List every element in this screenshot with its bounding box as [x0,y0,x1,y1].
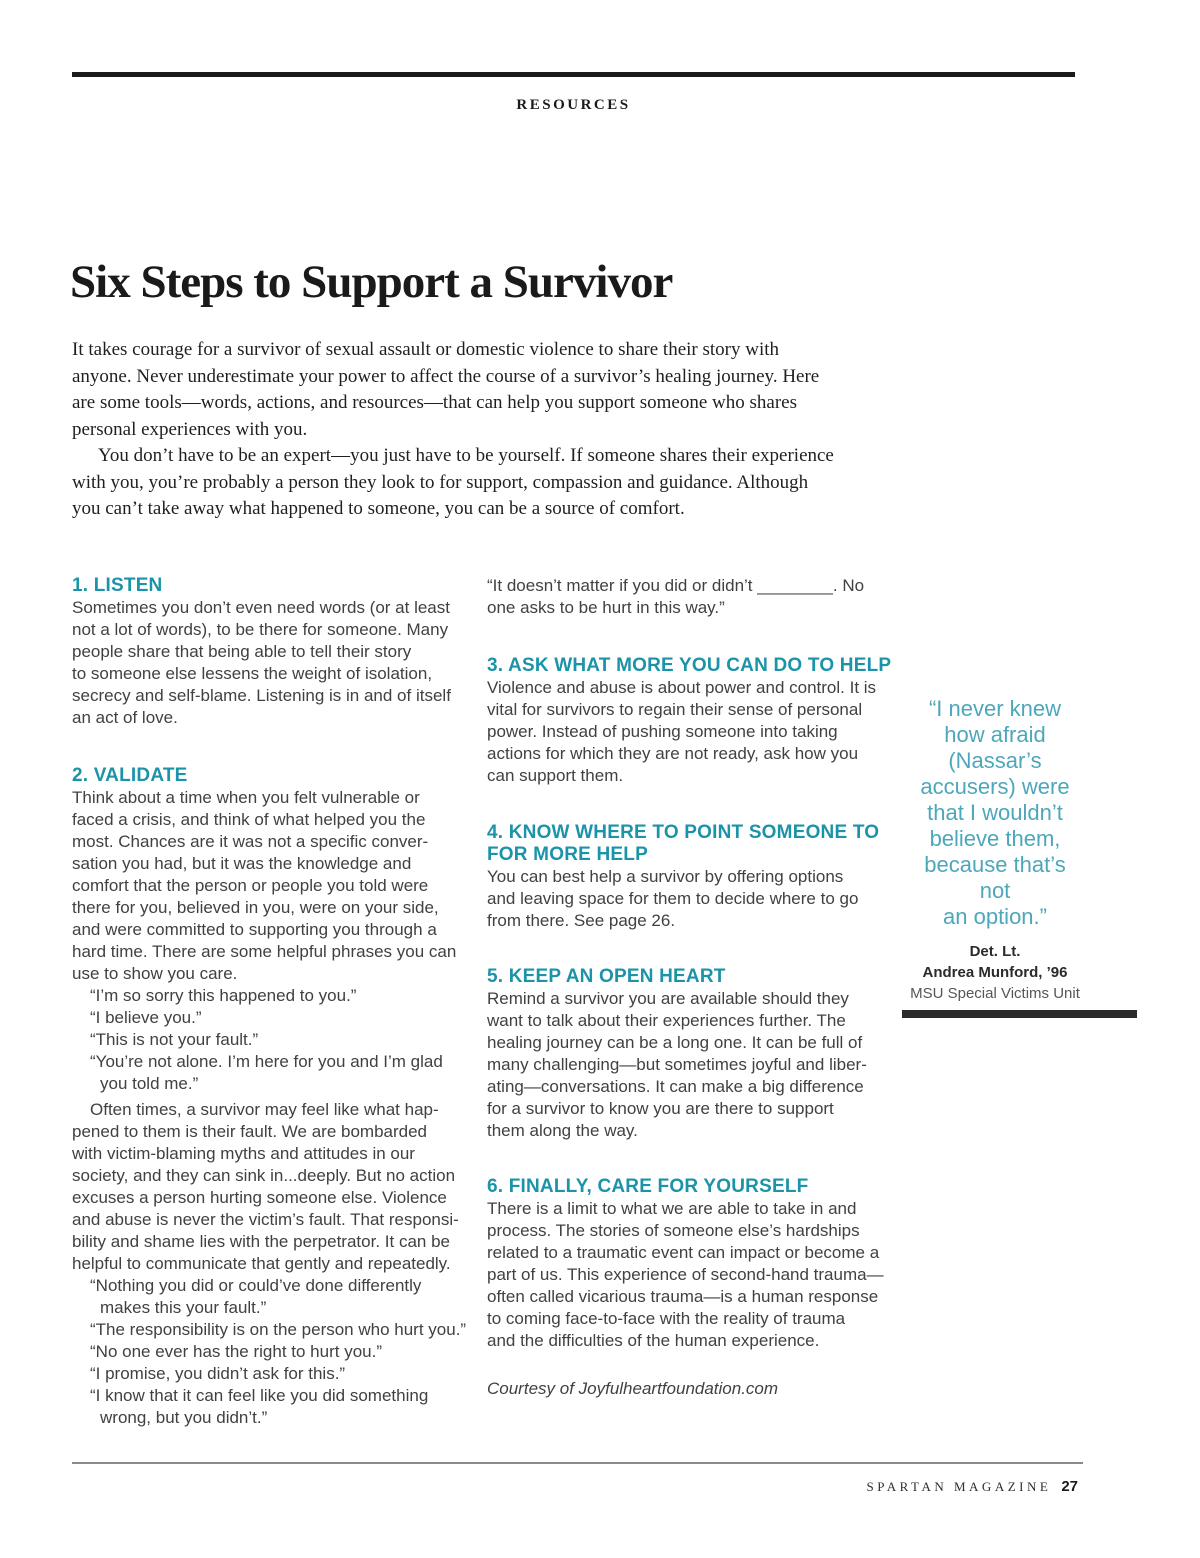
pull-quote-organization: MSU Special Victims Unit [910,985,1080,1002]
pull-quote-attribution: Det. Lt. Andrea Munford, ’96 [922,943,1068,981]
article-title: Six Steps to Support a Survivor [70,256,673,308]
pull-quote-rule [902,1010,1137,1018]
helpful-phrase: “I’m so sorry this happened to you.” [90,986,357,1005]
helpful-phrase: “No one ever has the right to hurt you.” [90,1342,382,1361]
section-5-body: Remind a survivor you are available should they want to talk about their experiences further. The healing journey can be a long one. It can be full of many challenging—but sometimes joyful and liber- ating—conversations. It can make a big difference for a survivor to know you are there to support them along the way. [487,989,867,1140]
helpful-phrase: “The responsibility is on the person who hurt you.” [90,1320,467,1339]
column-right [487,575,892,1400]
intro-block [72,337,872,523]
page-footer [867,1478,1078,1495]
magazine-name: SPARTAN MAGAZINE [866,1479,1052,1494]
helpful-phrase: “I know that it can feel like you did something wrong, but you didn’t.” [90,1386,429,1427]
section-6-heading: 6. FINALLY, CARE FOR YOURSELF [487,1176,809,1197]
section-2-body: Think about a time when you felt vulnerable or faced a crisis, and think of what helped you the most. Chances are it was not a specific conver- sation you had, but it was the knowledge and comfort that the person or people you told were there for you, believed in you, were on your side, and were committed to supporting you through a hard time. There are some helpful phrases you can use to show you care. [72,788,457,983]
section-1-body: Sometimes you don’t even need words (or at least not a lot of words), to be there for someone. Many people share that being able to tell their story to someone else lessens the weight of isolation, secrecy and self-blame. Listening is in and of itself an act of love. [72,598,451,727]
page-number: 27 [1061,1478,1078,1495]
section-2-body-continued: Often times, a survivor may feel like what hap- pened to them is their fault. We are bombarded with victim-blaming myths and attitudes in our society, and they can sink in...deeply. But no action excuses a person hurting someone else. Violence and abuse is never the victim’s fault. That responsi- bility and shame lies with the perpetrator. It can be helpful to communicate that gently and repeatedly. [72,1100,459,1273]
helpful-phrase: “I promise, you didn’t ask for this.” [90,1364,346,1383]
pull-quote [888,696,1102,1004]
intro-paragraph-2: You don’t have to be an expert—you just have to be yourself. If someone shares their experience with you, you’re probably a person they look to for support, compassion and guidance. Although you can’t take away what happened to someone, you can be a source of comfort. [72,445,834,519]
pull-quote-text: “I never knew how afraid (Nassar’s accusers) were that I wouldn’t believe them, because that’s not an option.” [920,696,1070,929]
helpful-phrase: “I believe you.” [90,1008,202,1027]
footer-rule [72,1462,1083,1464]
helpful-phrase: “You’re not alone. I’m here for you and I’m glad you told me.” [90,1052,443,1093]
section-3-body: Violence and abuse is about power and control. It is vital for survivors to regain their sense of personal power. Instead of pushing someone into taking actions for which they are not ready, ask how you can support them. [487,678,877,785]
column-left [72,575,467,1429]
header-rule [72,72,1075,77]
section-kicker: RESOURCES [516,97,631,113]
intro-paragraph-1: It takes courage for a survivor of sexual assault or domestic violence to share their story with anyone. Never underestimate your power to affect the course of a survivor’s healing journey. Here are some tools—words, actions, and resources—that can help you support someone who shares personal experiences with you. [72,339,820,440]
section-2-heading: 2. VALIDATE [72,765,188,786]
helpful-phrase: “Nothing you did or could’ve done differently makes this your fault.” [90,1276,422,1317]
helpful-phrase: “This is not your fault.” [90,1030,259,1049]
section-5-heading: 5. KEEP AN OPEN HEART [487,966,726,987]
carryover-quote: “It doesn’t matter if you did or didn’t ________. No one asks to be hurt in this way.” [487,576,865,617]
section-3-heading: 3. ASK WHAT MORE YOU CAN DO TO HELP [487,655,892,676]
courtesy-credit: Courtesy of Joyfulheartfoundation.com [487,1379,779,1398]
section-4-heading: 4. KNOW WHERE TO POINT SOMEONE TO FOR MORE HELP [487,822,880,865]
section-6-body: There is a limit to what we are able to take in and process. The stories of someone else’s hardships related to a traumatic event can impact or become a part of us. This experience of second-hand trauma— often called vicarious trauma—is a human response to coming face-to-face with the reality of trauma and the difficulties of the human experience. [487,1199,884,1350]
section-1-heading: 1. LISTEN [72,575,163,596]
section-4-body: You can best help a survivor by offering options and leaving space for them to decide where to go from there. See page 26. [487,867,859,930]
